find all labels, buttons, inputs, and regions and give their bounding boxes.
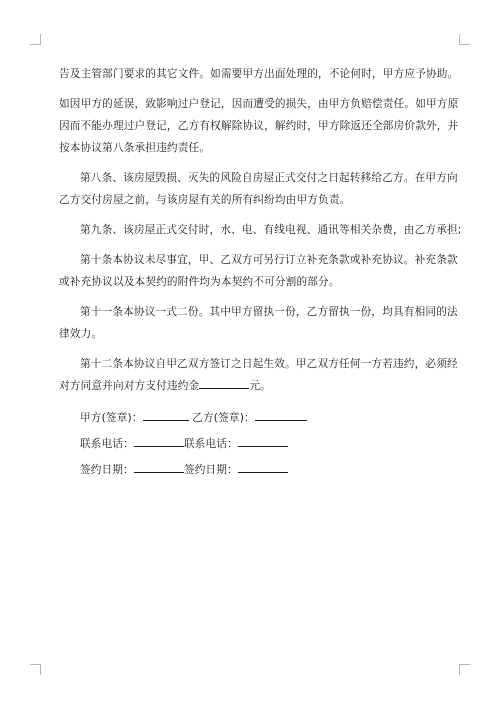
party-b-contact-label: 联系电话： (183, 438, 238, 450)
crop-mark-top-right (459, 34, 470, 45)
article-12-line: 第十二条本协议自甲乙双方签订之日起生效。甲乙双方任何一方若违约，必须经 (80, 358, 458, 370)
contact-row (59, 431, 449, 457)
crop-mark-top-left (30, 34, 41, 45)
article-9-line: 第九条、该房屋正式交付时，水、电、有线电视、通讯等相关杂费，由乙方承担; (80, 224, 462, 236)
crop-mark-bottom-right (459, 664, 470, 675)
crop-mark-bottom-left (30, 664, 41, 675)
article-11-line: 第十一条本协议一式二份。其中甲方留执一份，乙方留执一份，均具有相同的法 (80, 306, 458, 318)
article-10-line: 第十条本协议未尽事宜，甲、乙双方可另行订立补充条款或补充协议。补充条款 (80, 254, 458, 266)
paragraph-line: 按本协议第八条承担违约责任。 (59, 142, 211, 154)
penalty-amount-blank (199, 376, 249, 389)
penalty-suffix: 元。 (249, 380, 271, 392)
date-row (59, 457, 449, 483)
paragraph-line: 因而不能办理过户登记，乙方有权解除协议，解约时，甲方除返还全部房价款外，并 (59, 120, 459, 132)
party-a-sign-blank (143, 408, 189, 421)
party-b-date-label: 签约日期： (183, 464, 238, 476)
article-10-line: 或补充协议以及本契约的附件均为本契约不可分割的部分。 (59, 276, 340, 288)
article-8-line: 第八条、该房屋毁损、灭失的风险自房屋正式交付之日起转移给乙方。在甲方向 (80, 172, 458, 184)
party-b-sign-label: 乙方(签章)： (192, 412, 255, 424)
article-12-line (59, 375, 449, 397)
article-8-line: 乙方交付房屋之前，与该房屋有关的所有纠纷均由甲方负责。 (59, 194, 351, 206)
contract-body (59, 63, 462, 483)
party-a-date-blank (134, 460, 184, 473)
party-a-contact-blank (134, 434, 184, 447)
paragraph-line: 如因甲方的延误，致影响过户登记，因而遭受的损失，由甲方负赔偿责任。如甲方原 (59, 98, 459, 110)
party-b-sign-blank (255, 408, 307, 421)
party-b-contact-blank (238, 434, 288, 447)
party-b-date-blank (238, 460, 288, 473)
article-12-text: 对方同意并向对方支付违约金 (59, 380, 200, 392)
paragraph-line: 告及主管部门要求的其它文件。如需要甲方出面处理的，不论何时，甲方应予协助。 (59, 68, 459, 80)
signature-row (59, 405, 449, 431)
party-a-sign-label: 甲方(签章)： (80, 412, 143, 424)
party-a-date-label: 签约日期： (80, 464, 134, 476)
party-a-contact-label: 联系电话： (80, 438, 134, 450)
article-11-line: 律效力。 (59, 328, 103, 340)
